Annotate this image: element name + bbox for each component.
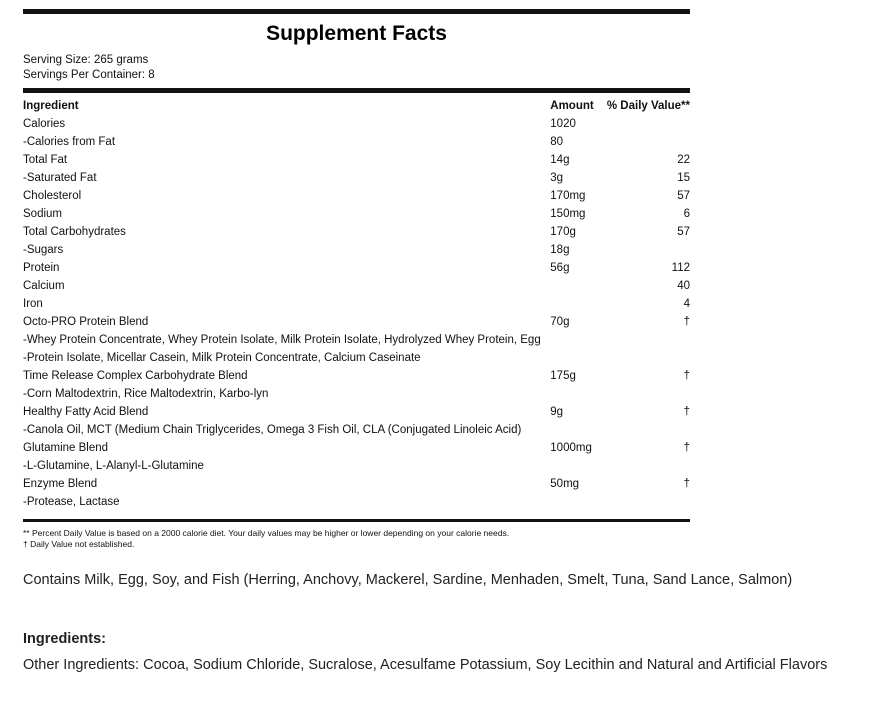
row-amount: 56g: [550, 262, 570, 274]
row-amount: [550, 421, 607, 439]
row-amount: [550, 349, 607, 367]
row-amount: 1000mg: [550, 442, 592, 454]
row-ingredient: Iron: [23, 298, 43, 310]
header-divider: [23, 88, 690, 93]
row-daily-value: 15: [677, 172, 690, 184]
row-amount: [550, 277, 607, 295]
row-daily-value: †: [683, 316, 690, 328]
row-amount: 50mg: [550, 478, 580, 490]
table-row: [23, 385, 690, 403]
row-ingredient: Octo-PRO Protein Blend: [23, 316, 149, 328]
header-amount: Amount: [550, 100, 594, 112]
row-ingredient: Enzyme Blend: [23, 478, 98, 490]
row-daily-value: †: [683, 478, 690, 490]
supplement-facts-panel: [23, 9, 690, 550]
table-row: [23, 349, 690, 367]
row-daily-value: [607, 115, 690, 133]
table-row: [23, 331, 690, 349]
serving-size: Serving Size: 265 grams: [23, 54, 149, 66]
not-established-footnote: † Daily Value not established.: [23, 539, 135, 549]
table-row: [23, 493, 690, 511]
row-ingredient: Cholesterol: [23, 190, 82, 202]
table-row: [23, 133, 690, 151]
row-amount: 150mg: [550, 208, 586, 220]
row-amount: 70g: [550, 316, 570, 328]
row-amount: 170g: [550, 226, 576, 238]
row-daily-value: [607, 493, 690, 511]
row-amount: [550, 493, 607, 511]
row-amount: 18g: [550, 244, 570, 256]
table-row: [23, 115, 690, 133]
row-amount: [550, 457, 607, 475]
row-daily-value: †: [683, 442, 690, 454]
table-row: [23, 241, 690, 259]
row-amount: 175g: [550, 370, 576, 382]
allergen-statement: Contains Milk, Egg, Soy, and Fish (Herring, Anchovy, Mackerel, Sardine, Menhaden, Smelt, Tuna, Sand Lance, Salmon): [23, 572, 793, 588]
table-row: [23, 223, 690, 241]
table-row: [23, 277, 690, 295]
row-ingredient: -L-Glutamine, L-Alanyl-L-Glutamine: [23, 460, 204, 472]
table-row: [23, 295, 690, 313]
row-daily-value: [607, 385, 690, 403]
table-row: [23, 187, 690, 205]
ingredients-heading: Ingredients:: [23, 631, 106, 647]
table-row: [23, 457, 690, 475]
table-row: [23, 205, 690, 223]
facts-table: [23, 97, 690, 511]
row-amount: 3g: [550, 172, 564, 184]
row-daily-value: 6: [683, 208, 690, 220]
row-ingredient: Total Carbohydrates: [23, 226, 126, 238]
row-daily-value: 4: [683, 298, 690, 310]
row-amount: 9g: [550, 406, 564, 418]
servings-per-container: Servings Per Container: 8: [23, 69, 155, 81]
row-ingredient: Calcium: [23, 280, 65, 292]
row-daily-value: [607, 133, 690, 151]
row-daily-value: †: [683, 406, 690, 418]
row-ingredient: -Protease, Lactase: [23, 496, 120, 508]
header-ingredient: Ingredient: [23, 100, 79, 112]
facts-header-row: [23, 97, 690, 115]
footnotes: [23, 528, 690, 550]
row-ingredient: -Saturated Fat: [23, 172, 97, 184]
table-row: [23, 367, 690, 385]
row-amount: [550, 331, 607, 349]
table-row: [23, 403, 690, 421]
table-row: [23, 259, 690, 277]
row-amount: 14g: [550, 154, 570, 166]
other-ingredients: Other Ingredients: Cocoa, Sodium Chloride, Sucralose, Acesulfame Potassium, Soy Lecithin and Natural and Artificial Flavors: [23, 657, 828, 673]
row-ingredient: -Canola Oil, MCT (Medium Chain Triglycerides, Omega 3 Fish Oil, CLA (Conjugated Linoleic Acid): [23, 424, 522, 436]
row-amount: [550, 385, 607, 403]
table-row: [23, 421, 690, 439]
row-daily-value: [607, 457, 690, 475]
table-row: [23, 169, 690, 187]
row-ingredient: Healthy Fatty Acid Blend: [23, 406, 149, 418]
row-amount: 170mg: [550, 190, 586, 202]
header-daily-value: % Daily Value**: [606, 100, 690, 112]
row-daily-value: 57: [677, 226, 690, 238]
row-daily-value: 112: [671, 262, 690, 274]
row-daily-value: [607, 241, 690, 259]
row-daily-value: [607, 349, 690, 367]
table-row: [23, 475, 690, 493]
row-amount: 80: [550, 136, 564, 148]
row-ingredient: -Sugars: [23, 244, 64, 256]
row-ingredient: -Protein Isolate, Micellar Casein, Milk Protein Concentrate, Calcium Caseinate: [23, 352, 421, 364]
daily-value-footnote: ** Percent Daily Value is based on a 2000 calorie diet. Your daily values may be higher or lower depending on your calorie needs.: [23, 528, 510, 538]
row-daily-value: 40: [677, 280, 690, 292]
row-daily-value: [607, 421, 690, 439]
row-ingredient: -Calories from Fat: [23, 136, 116, 148]
row-ingredient: Time Release Complex Carbohydrate Blend: [23, 370, 248, 382]
row-ingredient: Sodium: [23, 208, 62, 220]
table-row: [23, 313, 690, 331]
row-ingredient: Protein: [23, 262, 60, 274]
footer-divider: [23, 519, 690, 522]
top-divider: [23, 9, 690, 14]
row-ingredient: -Whey Protein Concentrate, Whey Protein Isolate, Milk Protein Isolate, Hydrolyzed Whey Protein, Egg: [23, 334, 541, 346]
table-row: [23, 151, 690, 169]
row-amount: 1020: [550, 118, 576, 130]
serving-info: [23, 53, 690, 83]
row-daily-value: [607, 331, 690, 349]
row-ingredient: Total Fat: [23, 154, 68, 166]
row-daily-value: 57: [677, 190, 690, 202]
row-amount: [550, 295, 607, 313]
row-daily-value: †: [683, 370, 690, 382]
panel-title: Supplement Facts: [266, 22, 447, 45]
row-ingredient: Calories: [23, 118, 66, 130]
table-row: [23, 439, 690, 457]
row-ingredient: Glutamine Blend: [23, 442, 109, 454]
row-daily-value: 22: [677, 154, 690, 166]
row-ingredient: -Corn Maltodextrin, Rice Maltodextrin, Karbo-lyn: [23, 388, 269, 400]
